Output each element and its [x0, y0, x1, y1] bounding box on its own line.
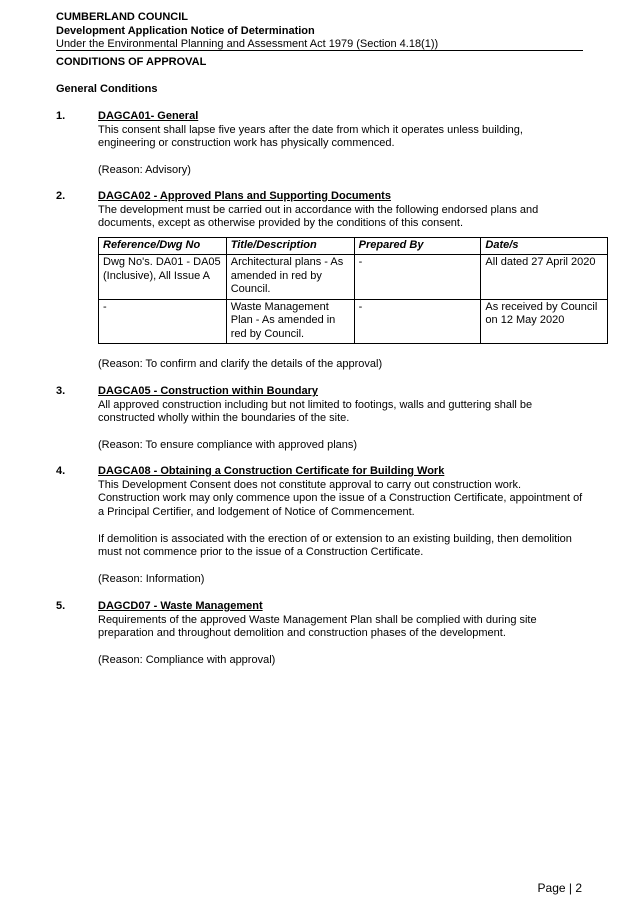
condition-reason: (Reason: Information) — [98, 573, 205, 585]
condition-reason: (Reason: Compliance with approval) — [98, 654, 276, 666]
table-cell: Waste Management Plan - As amended in red by Council. — [226, 299, 354, 344]
table-cell: - — [354, 255, 481, 300]
council-name: CUMBERLAND COUNCIL — [56, 11, 188, 23]
table-cell: Dwg No's. DA01 - DA05 (Inclusive), All Issue A — [99, 255, 227, 300]
header-divider — [56, 50, 583, 51]
act-reference: Under the Environmental Planning and Assessment Act 1979 (Section 4.18(1)) — [56, 38, 439, 50]
table-cell: All dated 27 April 2020 — [481, 255, 608, 300]
condition-heading: DAGCA01- General — [98, 110, 199, 122]
condition-text: Requirements of the approved Waste Management Plan shall be complied with during site preparation and throughout demolition and construction phases of the development. — [98, 613, 537, 639]
condition-text: This consent shall lapse five years after the date from which it operates unless building, engineering or construction work has physically commenced. — [98, 123, 523, 149]
column-header: Prepared By — [354, 237, 481, 255]
endorsed-plans-table — [98, 237, 608, 345]
table-cell: - — [354, 299, 481, 344]
condition-heading: DAGCA02 - Approved Plans and Supporting Documents — [98, 190, 391, 202]
table-row — [99, 299, 608, 344]
condition-reason: (Reason: To ensure compliance with approved plans) — [98, 439, 358, 451]
condition-heading: DAGCA05 - Construction within Boundary — [98, 385, 318, 397]
subsection-title: General Conditions — [56, 83, 158, 95]
table-cell: Architectural plans - As amended in red by Council. — [226, 255, 354, 300]
condition-reason: (Reason: To confirm and clarify the details of the approval) — [98, 358, 383, 370]
condition-number: 2. — [56, 190, 66, 202]
condition-heading: DAGCA08 - Obtaining a Construction Certificate for Building Work — [98, 465, 445, 477]
condition-number: 3. — [56, 385, 66, 397]
condition-text-2: If demolition is associated with the erection of or extension to an existing building, then demolition must not commence prior to the issue of a Construction Certificate. — [98, 532, 572, 558]
condition-number: 4. — [56, 465, 66, 477]
condition-text: The development must be carried out in accordance with the following endorsed plans and documents, except as otherwise provided by the conditions of this consent. — [98, 203, 539, 229]
condition-number: 5. — [56, 600, 66, 612]
page-number: Page | 2 — [537, 881, 582, 895]
condition-text: This Development Consent does not constitute approval to carry out construction work. Construction work may only commence upon the issue of a Construction Certificate, appointment of a Principal Certifier, and lodgement of Notice of Commencement. — [98, 478, 583, 518]
document-title: Development Application Notice of Determination — [56, 24, 315, 37]
condition-reason: (Reason: Advisory) — [98, 164, 191, 176]
table-cell: As received by Council on 12 May 2020 — [481, 299, 608, 344]
table-cell: - — [99, 299, 227, 344]
table-header-row — [99, 237, 608, 255]
condition-heading: DAGCD07 - Waste Management — [98, 600, 263, 612]
page-header — [56, 11, 583, 52]
column-header: Title/Description — [226, 237, 354, 255]
column-header: Reference/Dwg No — [99, 237, 227, 255]
condition-text: All approved construction including but not limited to footings, walls and guttering shall be constructed wholly within the boundaries of the site. — [98, 398, 533, 424]
condition-number: 1. — [56, 110, 66, 122]
table-row — [99, 255, 608, 300]
column-header: Date/s — [481, 237, 608, 255]
section-title: CONDITIONS OF APPROVAL — [56, 56, 207, 68]
